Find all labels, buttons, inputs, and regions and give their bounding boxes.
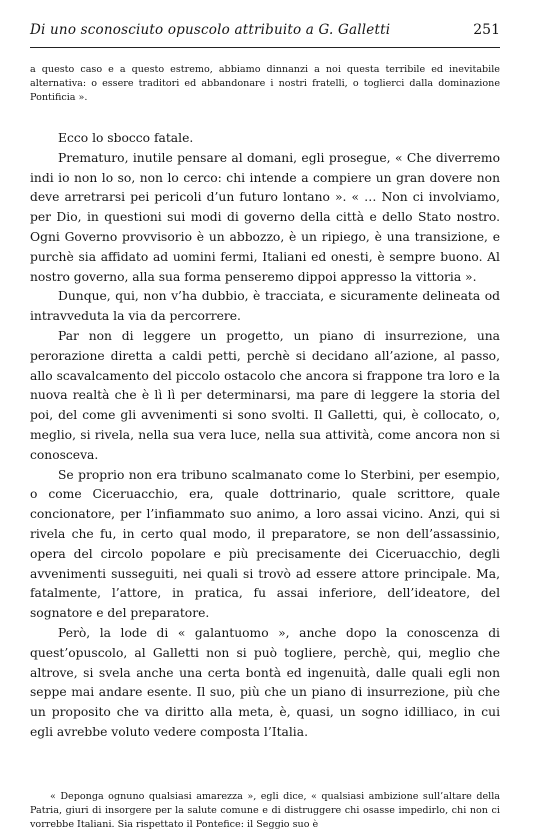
footnote	[30, 790, 500, 832]
paragraph: Dunque, qui, non v’ha dubbio, è tracciata, e sicuramente delineata od intravveduta la via da percorrere.	[30, 289, 500, 324]
running-header	[30, 22, 500, 38]
header-rule	[30, 47, 500, 48]
paragraph: Se proprio non era tribuno scalmanato come lo Sterbini, per esempio, o come Ciceruacchio, era, quale dottrinario, quale scrittore, quale concionatore, per l’infiammato suo animo, a loro assai vicino. Anzi, qui si rivela che fu, in certo qual modo, il preparatore, se non dell’assassinio, opera del circolo popolare e più precisamente dei Ciceruacchio, degli avvenimenti susseguiti, nei quali si trovò ad essere attore principale. Ma, fatalmente, l’attore, in pratica, fu assai inferiore, dell’ideatore, del sognatore e del preparatore.	[30, 467, 500, 621]
paragraph: Però, la lode di « galantuomo », anche dopo la conoscenza di quest’opuscolo, al Galletti non si può togliere, perchè, qui, meglio che altrove, si svela anche una certa bontà ed ingenuità, dalle quali egli non seppe mai andare esente. Il suo, più che un piano di insurrezione, più che un proposito che va diritto alla meta, è, quasi, un sogno idilliaco, in cui egli avrebbe voluto vedere composta l’Italia.	[30, 625, 500, 739]
continued-quote: a questo caso e a questo estremo, abbiamo dinnanzi a noi questa terribile ed inevitabile alternativa: o essere traditori ed abbandonare i nostri fratelli, o toglierci dalla dominazione Pontificia ».	[30, 64, 500, 103]
paragraph: Ecco lo sbocco fatale.	[58, 131, 194, 145]
paragraph: Prematuro, inutile pensare al domani, egli prosegue, « Che diverremo indi io non lo so, non lo cerco: chi intende a compiere un gran dovere non deve arretrarsi pei pericoli d’un futuro lontano ». « … Non ci involviamo, per Dio, in questioni sui modi di governo della città e dello Stato nostro. Ogni Governo provvisorio è un abbozzo, è un ripiego, è una transizione, e purchè sia affidato ad uomini fermi, Italiani ed onesti, è sempre buono. Al nostro governo, alla sua forma penseremo dippoi appresso la vittoria ».	[30, 150, 500, 284]
footnote-text: « Deponga ognuno qualsiasi amarezza », egli dice, « qualsiasi ambizione sull’altare della Patria, giuri di insorgere per la salute comune e di distruggere chi osasse impedirlo, chi non ci vorrebbe Italiani. Sia rispettato il Pontefice: il Seggio suo è	[30, 791, 500, 830]
page-number: 251	[473, 22, 500, 38]
body-text	[30, 129, 500, 743]
running-title: Di uno sconosciuto opuscolo attribuito a G. Galletti	[30, 22, 391, 38]
paragraph: Par non di leggere un progetto, un piano di insurrezione, una perorazione diretta a caldi petti, perchè si decidano all’azione, al passo, allo scavalcamento del piccolo ostacolo che ancora si frappone tra loro e la nuova realtà che è lì lì per determinarsi, ma pare di leggere la storia del poi, del come gli avvenimenti si sono svolti. Il Galletti, qui, è collocato, o, meglio, si rivela, nella sua vera luce, nella sua attività, come ancora non si conosceva.	[30, 328, 500, 462]
